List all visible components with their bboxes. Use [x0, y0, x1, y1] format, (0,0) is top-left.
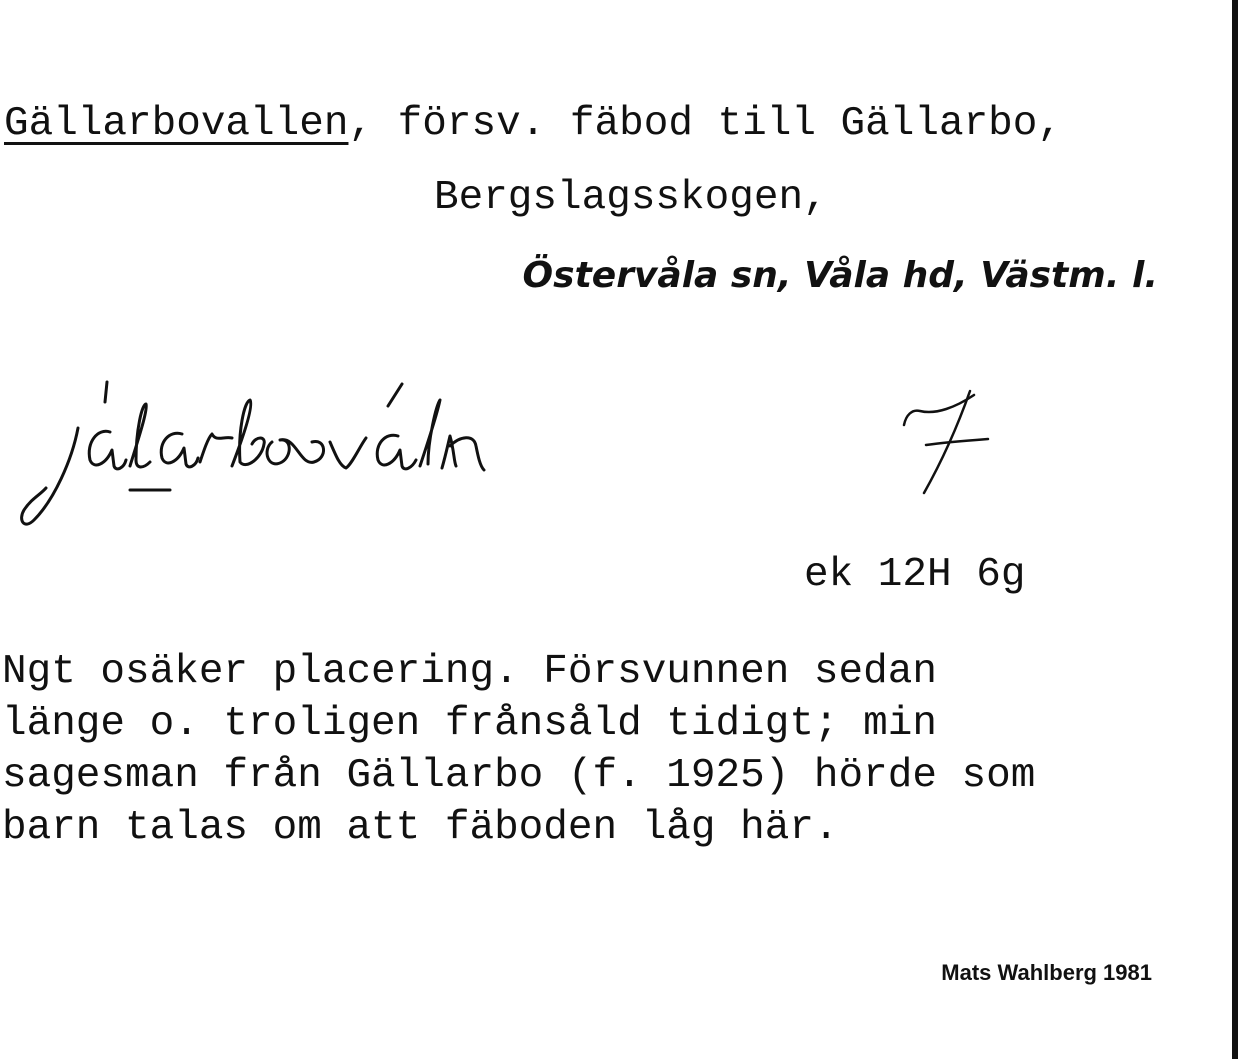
note-line-2: länge o. troligen frånsåld tidigt; min [2, 701, 937, 747]
note-line-3: sagesman från Gällarbo (f. 1925) hörde som [2, 753, 1036, 799]
heading-rest: , försv. fäbod till Gällarbo, [348, 101, 1062, 147]
signature: Mats Wahlberg 1981 [941, 960, 1152, 985]
map-reference: ek 12H 6g [804, 552, 1026, 598]
note-line-4: barn talas om att fäboden låg här. [2, 805, 839, 851]
handwritten-mark [896, 385, 996, 500]
headword: Gällarbovallen [4, 101, 349, 147]
note-line-1: Ngt osäker placering. Försvunnen sedan [2, 649, 937, 695]
heading-line [4, 101, 1062, 147]
parish-line: Östervåla sn, Våla hd, Västm. l. [522, 255, 1158, 296]
location-line: Bergslagsskogen, [434, 175, 828, 221]
card-edge-line [1232, 0, 1238, 1059]
handwritten-phonetic-form [10, 370, 590, 540]
